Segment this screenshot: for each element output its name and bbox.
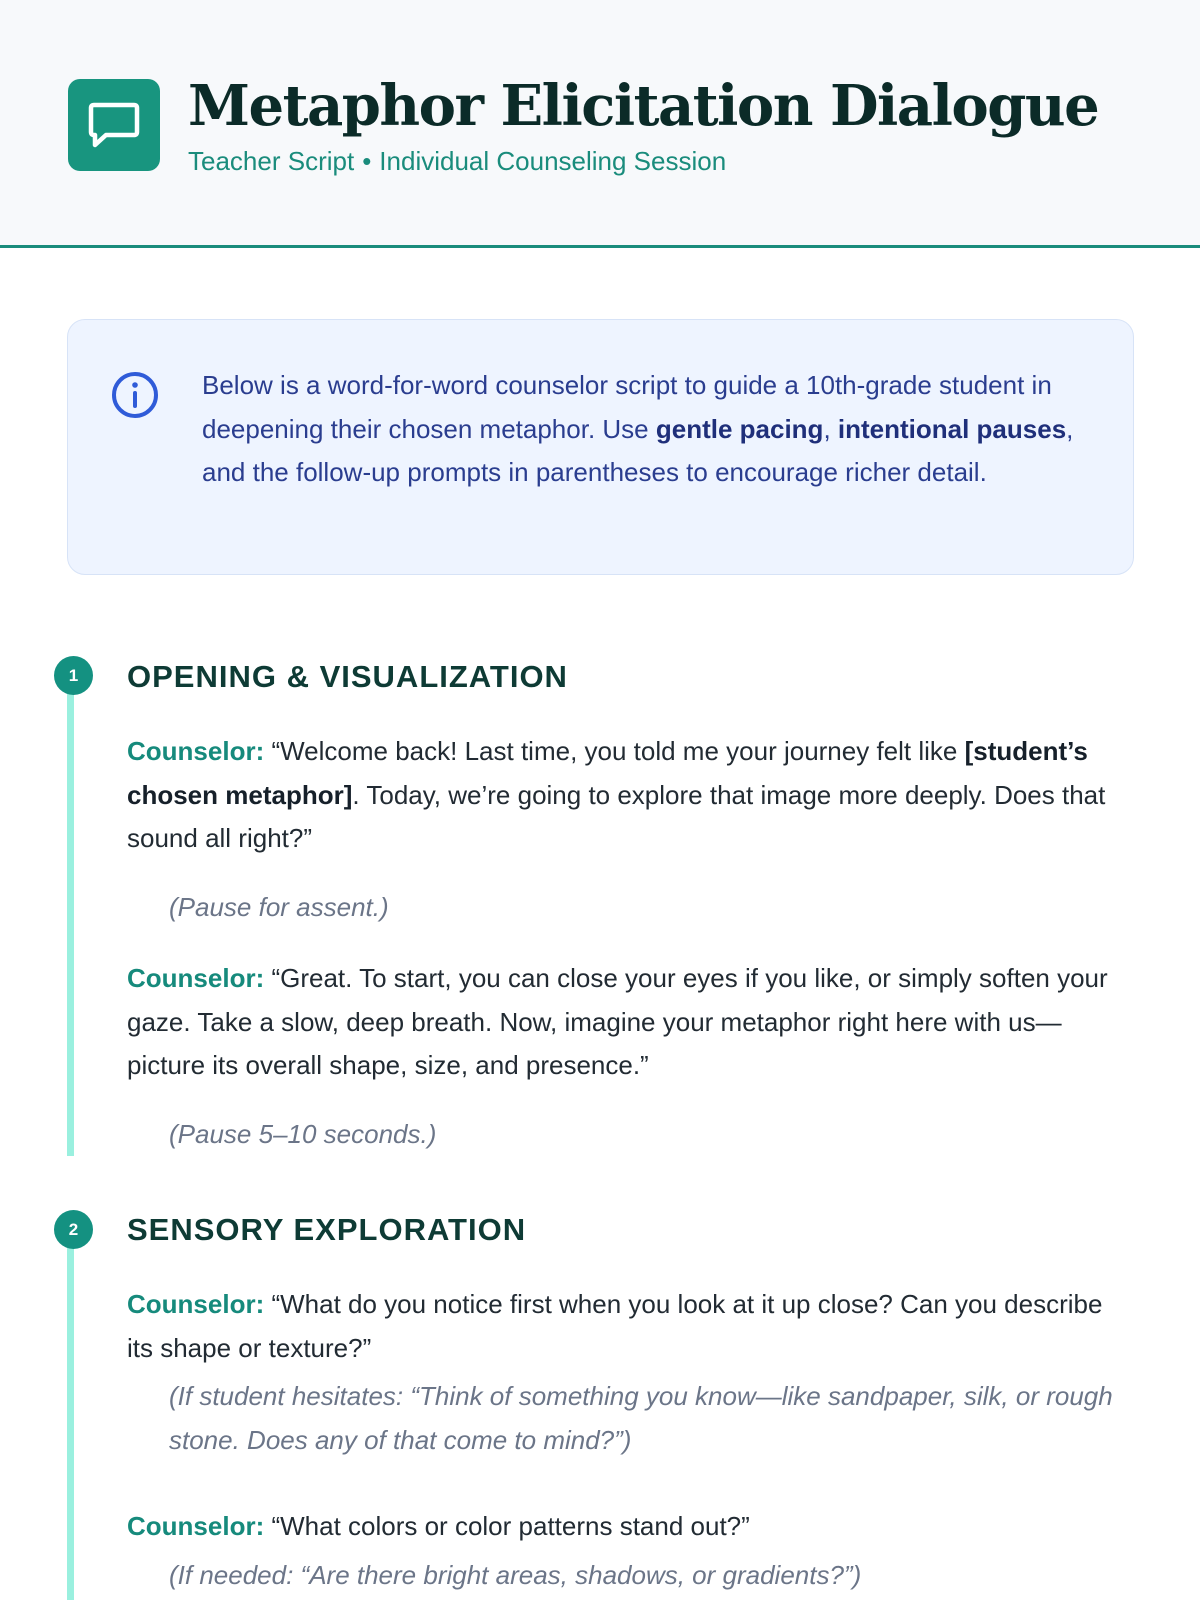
- section-rail: [67, 676, 74, 1156]
- follow-up-prompt: (If student hesitates: “Think of something you know—like sandpaper, silk, or rough stone. Does any of that come to mind?”): [169, 1381, 1113, 1455]
- stage-direction: (Pause for assent.): [169, 892, 389, 922]
- dialogue-text: “What do you notice first when you look at it up close? Can you describe its shape or texture?”: [127, 1289, 1103, 1363]
- subtitle-separator: •: [362, 146, 372, 176]
- page-header: [0, 0, 1200, 248]
- counselor-line: [127, 1505, 1117, 1549]
- info-callout: [67, 319, 1134, 575]
- speaker-label: Counselor:: [127, 963, 265, 993]
- info-text-part: , and the follow-up prompts in parentheses to encourage richer detail.: [202, 413, 1074, 487]
- info-text-part: Below is a word-for-word counselor script to guide a 10th-grade student in deepening their chosen metaphor. Use: [202, 370, 1052, 444]
- info-text-part: ,: [823, 413, 838, 444]
- counselor-line: [127, 1283, 1117, 1370]
- section-number-badge: 2: [54, 1210, 93, 1249]
- speaker-label: Counselor:: [127, 1511, 265, 1541]
- speaker-label: Counselor:: [127, 736, 265, 766]
- speaker-label: Counselor:: [127, 1289, 265, 1319]
- follow-up-prompt: (If needed: “Are there bright areas, shadows, or gradients?”): [169, 1560, 862, 1590]
- section-rail: [67, 1230, 74, 1600]
- subtitle-script-type: Teacher Script: [188, 146, 355, 176]
- counselor-line: [127, 957, 1117, 1088]
- page-subtitle: [188, 146, 726, 177]
- dialogue-text: “What colors or color patterns stand out?”: [264, 1511, 750, 1541]
- stage-direction: (Pause 5–10 seconds.): [169, 1119, 437, 1149]
- subtitle-session-type: Individual Counseling Session: [379, 146, 727, 176]
- counselor-line: [127, 730, 1117, 861]
- dialogue-text: . Today, we’re going to explore that image more deeply. Does that sound all right?”: [127, 779, 1106, 853]
- info-text: [202, 364, 1082, 495]
- chat-bubble-icon: [68, 79, 160, 171]
- info-circle-icon: [110, 370, 160, 420]
- page-title: Metaphor Elicitation Dialogue: [188, 73, 1099, 139]
- section-title: SENSORY EXPLORATION: [127, 1212, 527, 1247]
- dialogue-text: “Great. To start, you can close your eyes if you like, or simply soften your gaze. Take a slow, deep breath. Now, imagine your metaphor right here with us—picture its overall shape, size, and presence.”: [127, 963, 1108, 1080]
- info-bold-pacing: gentle pacing: [655, 413, 824, 444]
- section-number-badge: 1: [54, 656, 93, 695]
- metaphor-placeholder: [student’s chosen metaphor]: [127, 736, 1088, 810]
- dialogue-text: “Welcome back! Last time, you told me your journey felt like: [264, 736, 965, 766]
- info-bold-pauses: intentional pauses: [837, 413, 1067, 444]
- section-title: OPENING & VISUALIZATION: [127, 659, 568, 694]
